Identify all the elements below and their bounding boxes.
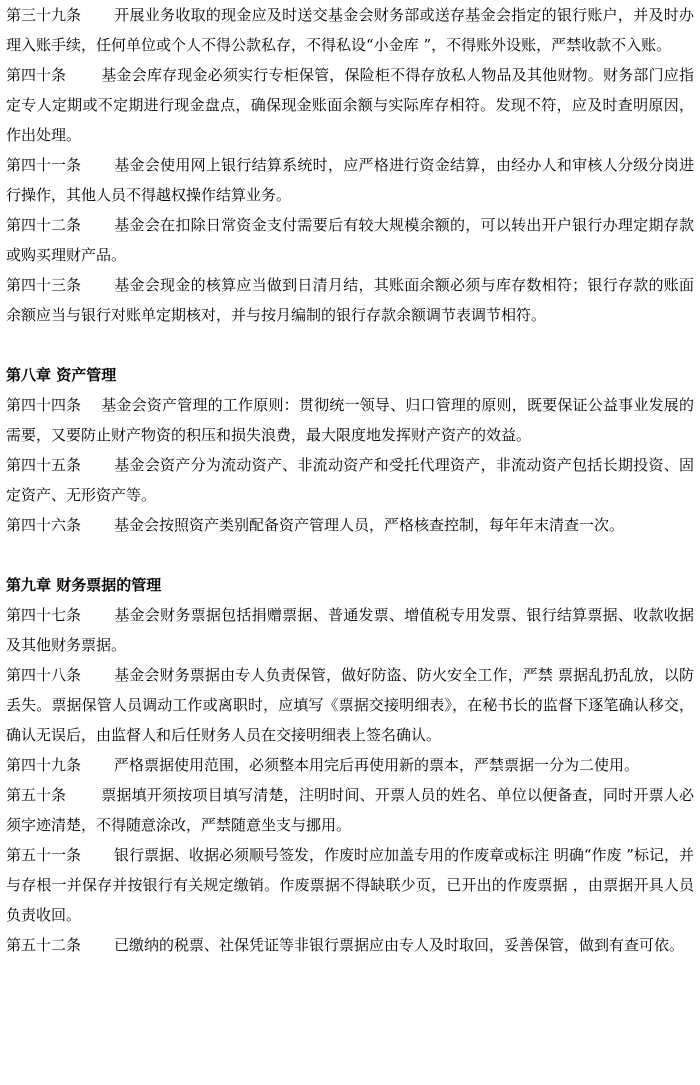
article-49	[6, 750, 694, 780]
chapter-8-heading: 第八章 资产管理	[6, 366, 117, 384]
article-text: 基金会使用网上银行结算系统时，应严格进行资金结算，由经办人和审核人分级分岗进行操作，其他人员不得越权操作结算业务。	[6, 156, 694, 204]
section-gap	[6, 540, 694, 570]
article-50	[6, 780, 694, 840]
article-text: 基金会资产管理的工作原则：贯彻统一领导、归口管理的原则，既要保证公益事业发展的需要，又要防止财产物资的积压和损失浪费，最大限度地发挥财产资产的效益。	[6, 396, 694, 444]
article-number: 第四十一条	[6, 156, 82, 174]
article-number: 第四十八条	[6, 666, 82, 684]
article-number: 第五十条	[6, 786, 67, 804]
article-41	[6, 150, 694, 210]
article-text: 开展业务收取的现金应及时送交基金会财务部或送存基金会指定的银行账户，并及时办理入账手续，任何单位或个人不得公款私存，不得私设“小金库 ”，不得账外设账，严禁收款不入账。	[6, 6, 694, 54]
article-text: 基金会按照资产类别配备资产管理人员，严格核查控制，每年年末清查一次。	[114, 516, 625, 534]
article-52	[6, 930, 694, 960]
article-40	[6, 60, 694, 150]
article-number: 第四十三条	[6, 276, 82, 294]
article-text: 基金会资产分为流动资产、非流动资产和受托代理资产，非流动资产包括长期投资、固定资产、无形资产等。	[6, 456, 694, 504]
article-text: 已缴纳的税票、社保凭证等非银行票据应由专人及时取回，妥善保管，做到有查可依。	[114, 936, 685, 954]
article-number: 第四十条	[6, 66, 67, 84]
article-number: 第五十一条	[6, 846, 82, 864]
article-number: 第三十九条	[6, 6, 82, 24]
article-number: 第四十七条	[6, 606, 82, 624]
article-text: 严格票据使用范围，必须整本用完后再使用新的票本，严禁票据一分为二使用。	[114, 756, 640, 774]
article-46	[6, 510, 694, 540]
article-number: 第四十五条	[6, 456, 82, 474]
document-page	[6, 0, 694, 960]
article-text: 票据填开须按项目填写清楚，注明时间、开票人员的姓名、单位以便备查，同时开票人必须字迹清楚，不得随意涂改，严禁随意坐支与挪用。	[6, 786, 694, 834]
chapter-9-heading: 第九章 财务票据的管理	[6, 576, 162, 594]
article-text: 基金会在扣除日常资金支付需要后有较大规模余额的，可以转出开户银行办理定期存款或购买理财产品。	[6, 216, 694, 264]
article-42	[6, 210, 694, 270]
article-text: 基金会财务票据包括捐赠票据、普通发票、增值税专用发票、银行结算票据、收款收据及其他财务票据。	[6, 606, 694, 654]
article-44	[6, 390, 694, 450]
article-39	[6, 0, 694, 60]
article-45	[6, 450, 694, 510]
article-text: 基金会现金的核算应当做到日清月结，其账面余额必须与库存数相符；银行存款的账面余额应当与银行对账单定期核对，并与按月编制的银行存款余额调节表调节相符。	[6, 276, 694, 324]
article-text: 银行票据、收据必须顺号签发，作废时应加盖专用的作废章或标注 明确“作废 ”标记，并与存根一并保存并按银行有关规定缴销。作废票据不得缺联少页，已开出的作废票据 ，由票据开具人员负责收回。	[6, 846, 694, 924]
section-gap	[6, 330, 694, 360]
article-text: 基金会库存现金必须实行专柜保管，保险柜不得存放私人物品及其他财物。财务部门应指定专人定期或不定期进行现金盘点，确保现金账面余额与实际库存相符。发现不符，应及时查明原因，作出处理。	[6, 66, 694, 144]
article-text: 基金会财务票据由专人负责保管，做好防盗、防火安全工作，严禁 票据乱扔乱放，以防丢失。票据保管人员调动工作或离职时，应填写《票据交接明细表》，在秘书长的监督下逐笔确认移交，确认无误后，由监督人和后任财务人员在交接明细表上签名确认。	[6, 666, 694, 744]
article-43	[6, 270, 694, 330]
article-number: 第四十二条	[6, 216, 82, 234]
article-number: 第四十九条	[6, 756, 82, 774]
article-47	[6, 600, 694, 660]
article-number: 第四十四条	[6, 396, 82, 414]
article-number: 第五十二条	[6, 936, 82, 954]
article-48	[6, 660, 694, 750]
article-51	[6, 840, 694, 930]
article-number: 第四十六条	[6, 516, 82, 534]
